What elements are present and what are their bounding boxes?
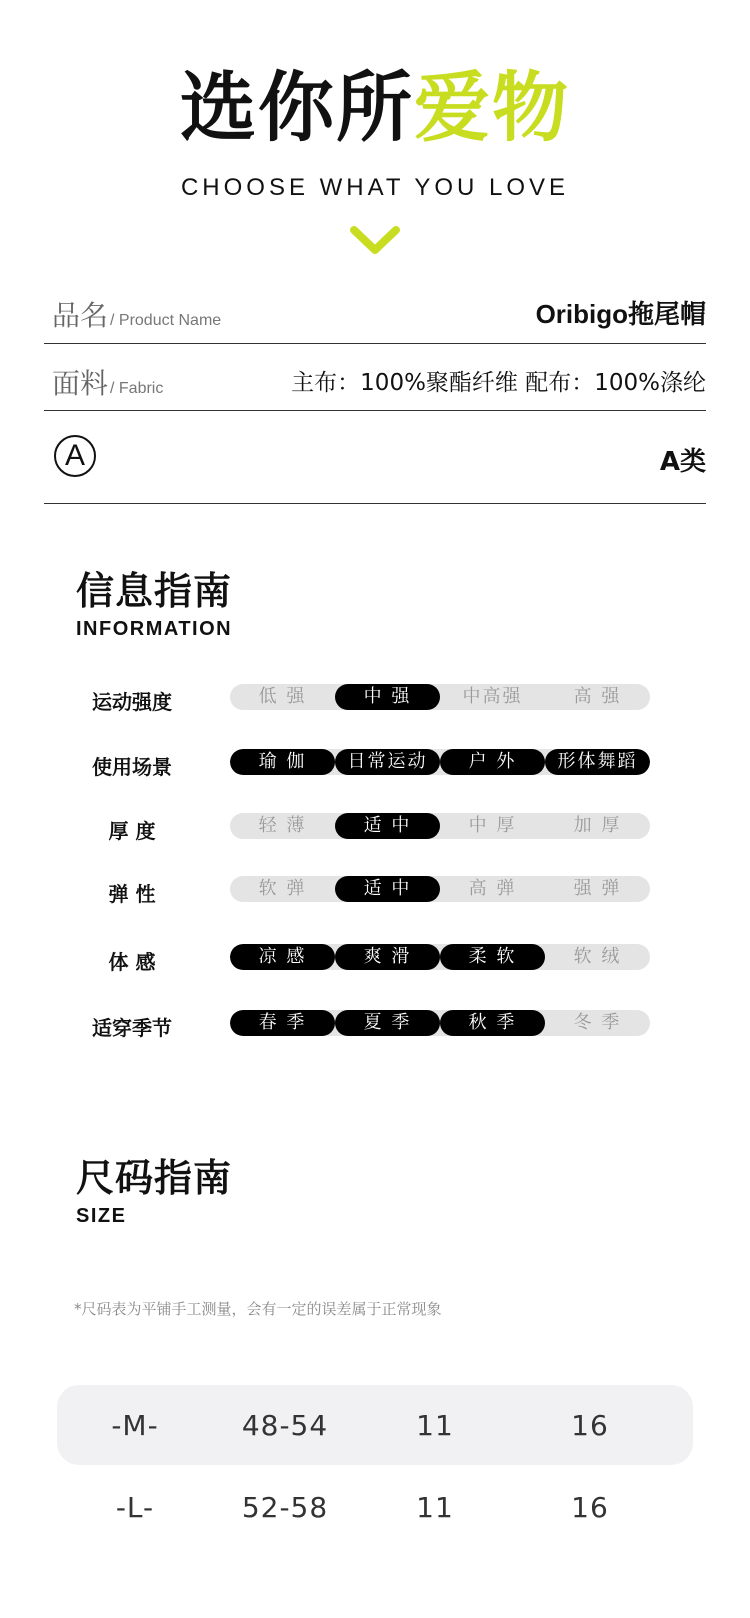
size-section-title-en: SIZE	[76, 1205, 127, 1227]
size-cell: 11	[416, 1491, 454, 1524]
size-cell: 16	[571, 1491, 609, 1524]
info-row-label: 厚 度	[108, 819, 156, 843]
info-option: 瑜 伽	[230, 749, 335, 775]
size-section-title: 尺码指南	[76, 1156, 233, 1200]
info-option: 户 外	[440, 749, 545, 775]
info-option: 适 中	[335, 876, 440, 902]
info-option-track	[230, 684, 650, 710]
hero-header	[0, 63, 750, 202]
info-option: 中高强	[462, 686, 523, 707]
info-row	[0, 684, 750, 712]
info-option: 高 弹	[468, 878, 517, 899]
info-option-track	[230, 813, 650, 839]
info-option: 冬 季	[573, 1012, 622, 1033]
info-row-label: 适穿季节	[92, 1016, 172, 1040]
hero-subtitle: CHOOSE WHAT YOU LOVE	[180, 174, 570, 201]
hero-title-main: 选你所	[180, 63, 414, 152]
grade-a-icon: A	[54, 435, 96, 477]
info-option: 中 强	[335, 684, 440, 710]
size-cell: -M-	[111, 1409, 159, 1442]
spec-label-en: / Fabric	[110, 380, 164, 397]
spec-product-name	[44, 286, 706, 344]
info-section-title-en: INFORMATION	[76, 618, 233, 640]
hero-title	[0, 63, 750, 152]
info-row-label: 运动强度	[92, 690, 172, 714]
info-option: 适 中	[335, 813, 440, 839]
info-option: 形体舞蹈	[545, 749, 650, 775]
spec-value-grade: A类	[659, 447, 706, 477]
size-cell: 52-58	[241, 1491, 329, 1524]
size-cell: 16	[571, 1409, 609, 1442]
info-option-track	[230, 749, 650, 775]
info-section-title: 信息指南	[76, 569, 233, 613]
info-option-track	[230, 944, 650, 970]
size-note: *尺码表为平铺手工测量，会有一定的误差属于正常现象	[74, 1300, 442, 1318]
size-cell: 11	[416, 1409, 454, 1442]
spec-value-product-name: Oribigo拖尾帽	[535, 299, 706, 329]
info-option: 高 强	[573, 686, 622, 707]
info-option-track	[230, 1010, 650, 1036]
info-option: 春 季	[230, 1010, 335, 1036]
info-row-label: 体 感	[108, 950, 156, 974]
info-option: 秋 季	[440, 1010, 545, 1036]
info-option: 软 绒	[573, 946, 622, 967]
info-row	[0, 1010, 750, 1038]
info-row	[0, 749, 750, 777]
info-option: 日常运动	[335, 749, 440, 775]
info-option: 轻 薄	[258, 815, 307, 836]
info-option: 强 弹	[573, 878, 622, 899]
info-option: 柔 软	[440, 944, 545, 970]
spec-label-text: 品名	[52, 299, 109, 332]
spec-label-product-name	[52, 294, 221, 334]
size-row-m	[57, 1385, 693, 1465]
size-cell: -L-	[115, 1491, 155, 1524]
chevron-down-icon	[350, 226, 400, 256]
info-option-track	[230, 876, 650, 902]
info-option: 软 弹	[258, 878, 307, 899]
spec-value-fabric: 主布：100%聚酯纤维 配布：100%涤纶	[291, 370, 706, 396]
spec-label-en: / Product Name	[110, 312, 222, 329]
hero-title-accent: 爱物	[414, 63, 570, 152]
spec-grade	[44, 411, 706, 504]
info-option: 低 强	[258, 686, 307, 707]
info-row-label: 使用场景	[92, 755, 172, 779]
info-row	[0, 944, 750, 972]
info-option: 夏 季	[335, 1010, 440, 1036]
info-row-label: 弹 性	[108, 882, 156, 906]
spec-label-text: 面料	[52, 367, 109, 400]
info-option: 中 厚	[468, 815, 517, 836]
info-option: 爽 滑	[335, 944, 440, 970]
info-row	[0, 813, 750, 841]
size-row-l	[57, 1467, 693, 1547]
spec-fabric	[44, 344, 706, 411]
info-row	[0, 876, 750, 904]
info-option: 凉 感	[230, 944, 335, 970]
spec-label-fabric	[52, 362, 163, 402]
size-cell: 48-54	[241, 1409, 329, 1442]
info-option: 加 厚	[573, 815, 622, 836]
